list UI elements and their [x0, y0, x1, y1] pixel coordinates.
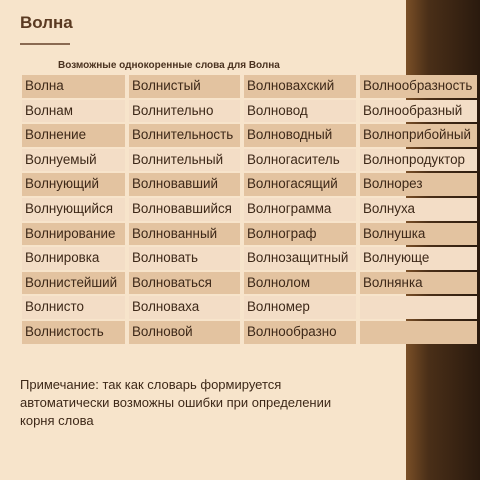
- word-link[interactable]: Волнуемый: [22, 149, 125, 172]
- word-link[interactable]: Волноваться: [129, 272, 240, 295]
- word-link[interactable]: Волнировка: [22, 247, 125, 270]
- word-link[interactable]: Волнирование: [22, 223, 125, 246]
- word-link[interactable]: Волнограф: [244, 223, 356, 246]
- word-link[interactable]: Волнообразный: [360, 100, 477, 123]
- empty-cell: [360, 296, 477, 319]
- title-underline: [20, 43, 70, 45]
- disclaimer-note: Примечание: так как словарь формируется автоматически возможны ошибки при определении корня слова: [20, 377, 332, 428]
- word-link[interactable]: Волнованный: [129, 223, 240, 246]
- word-link[interactable]: Волнистейший: [22, 272, 125, 295]
- word-link[interactable]: Волномер: [244, 296, 356, 319]
- word-link[interactable]: Волнисто: [22, 296, 125, 319]
- word-link[interactable]: Волнянка: [360, 272, 477, 295]
- word-link[interactable]: Волнозащитный: [244, 247, 356, 270]
- word-link[interactable]: Волнительно: [129, 100, 240, 123]
- word-link[interactable]: Волнистость: [22, 321, 125, 344]
- word-link[interactable]: Волнительность: [129, 124, 240, 147]
- word-link[interactable]: Волна: [22, 75, 125, 98]
- word-link[interactable]: Волнам: [22, 100, 125, 123]
- word-link[interactable]: Волновавший: [129, 173, 240, 196]
- word-link[interactable]: Волнующийся: [22, 198, 125, 221]
- word-link[interactable]: Волнолом: [244, 272, 356, 295]
- words-table: [22, 75, 477, 344]
- word-link[interactable]: Волновать: [129, 247, 240, 270]
- page-title: Волна: [20, 13, 73, 32]
- word-link[interactable]: Волнующий: [22, 173, 125, 196]
- word-link[interactable]: Волнушка: [360, 223, 477, 246]
- word-link[interactable]: Волнообразность: [360, 75, 477, 98]
- word-link[interactable]: Волноприбойный: [360, 124, 477, 147]
- word-link[interactable]: Волнение: [22, 124, 125, 147]
- word-link[interactable]: Волновавшийся: [129, 198, 240, 221]
- word-link[interactable]: Волнопродуктор: [360, 149, 477, 172]
- word-link[interactable]: Волнообразно: [244, 321, 356, 344]
- word-link[interactable]: Волнограмма: [244, 198, 356, 221]
- table-caption: Возможные однокоренные слова для Волна: [58, 60, 280, 71]
- word-link[interactable]: Волноводный: [244, 124, 356, 147]
- word-link[interactable]: Волноваха: [129, 296, 240, 319]
- word-link[interactable]: Волнорез: [360, 173, 477, 196]
- word-link[interactable]: Волногасящий: [244, 173, 356, 196]
- word-link[interactable]: Волнительный: [129, 149, 240, 172]
- word-link[interactable]: Волновод: [244, 100, 356, 123]
- word-link[interactable]: Волновахский: [244, 75, 356, 98]
- word-link[interactable]: Волногаситель: [244, 149, 356, 172]
- word-link[interactable]: Волновой: [129, 321, 240, 344]
- word-link[interactable]: Волнующе: [360, 247, 477, 270]
- word-link[interactable]: Волнистый: [129, 75, 240, 98]
- word-link[interactable]: Волнуха: [360, 198, 477, 221]
- empty-cell: [360, 321, 477, 344]
